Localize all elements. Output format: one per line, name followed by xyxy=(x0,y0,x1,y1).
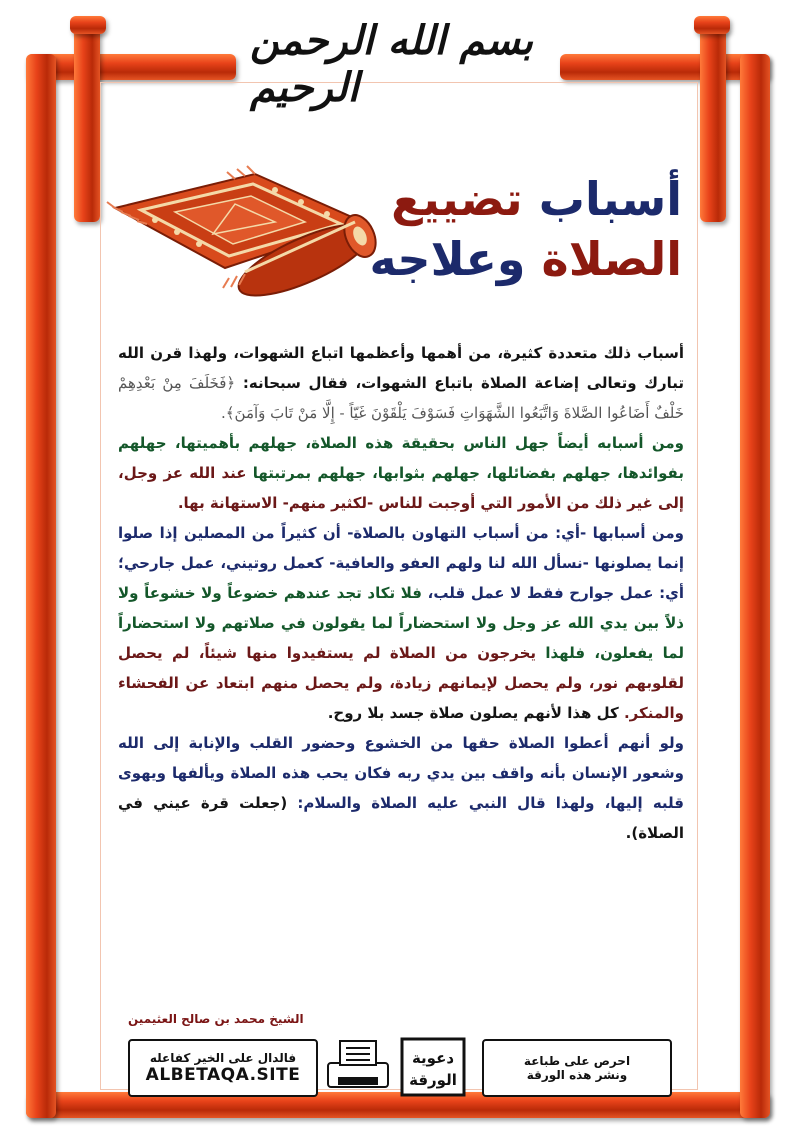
frame-right-inner-post xyxy=(700,22,726,222)
page-title-line-2 xyxy=(370,232,682,286)
frame-top-bar xyxy=(26,54,236,80)
title-word-salah: الصلاة xyxy=(541,232,682,286)
footer-center-emblem xyxy=(324,1035,474,1099)
footer-logo-line-2: الورقة xyxy=(409,1071,457,1089)
footer-banner xyxy=(128,1035,672,1099)
footer-left-slogan: فالدال على الخير كفاعله xyxy=(149,1051,297,1065)
paragraph-4-navy: ولو أنهم أعطوا الصلاة حقها من الخشوع وحضور القلب والإنابة إلى الله وشعور الإنسان بأنه واقف بين يدي ربه فكان يحب هذه الصلاة ويألفها ويهوى قلبه إليها، ولهذا قال النبي عليه الصلاة والسلام: xyxy=(118,734,684,812)
paragraph-1-text: أسباب ذلك متعددة كثيرة، من أهمها وأعظمها اتباع الشهوات، ولهذا قرن الله تبارك وتعالى إضاعة الصلاة باتباع الشهوات، فقال سبحانه: xyxy=(118,344,684,392)
article-body xyxy=(118,338,684,848)
title-word-ilajuh: وعلاجه xyxy=(369,232,526,286)
quran-verse: ﴿فَخَلَفَ مِنْ بَعْدِهِمْ خَلْفٌ أَضَاعُوا الصَّلاةَ وَاتَّبَعُوا الشَّهَوَاتِ فَسَوْفَ يَلْقَوْنَ غَيّاً - إِلَّا مَنْ تَابَ وَآمَنَ﴾. xyxy=(118,374,684,422)
title-word-tadyee: تضييع xyxy=(391,172,523,226)
paragraph-2-maroon: عند الله عز وجل، إلى غير ذلك من الأمور التي أوجبت للناس -لكثير منهم- الاستهانة بها. xyxy=(118,464,684,512)
page-title-line-1 xyxy=(391,172,682,226)
footer-right-line-2: ونشر هذه الورقة xyxy=(526,1068,628,1082)
paragraph-3-green: فلا تكاد تجد عندهم خضوعاً ولا خشوعاً ولا ذلاً بين يدي الله عز وجل ولا استحضاراً لما يقولون في صلاتهم ولا استحضاراً لما يفعلون، فلهذا xyxy=(118,584,684,662)
paragraph-4-hadith: (جعلت قرة عيني في الصلاة). xyxy=(118,794,684,842)
paragraph-3-navy: ومن أسبابها -أي: من أسباب التهاون بالصلاة- أن كثيراً من المصلين إذا صلوا إنما يصلونها -نسأل الله لنا ولهم العفو والعافية- كعمل روتيني، عمل جارحي؛ أي: عمل جوارح فقط لا عمل قلب، xyxy=(118,524,684,602)
paragraph-2 xyxy=(118,428,684,518)
frame-left-inner-post xyxy=(74,22,100,222)
author-signature: الشيخ محمد بن صالح العثيمين xyxy=(128,1012,304,1026)
paragraph-3-black: كل هذا لأنهم يصلون صلاة جسد بلا روح. xyxy=(327,704,624,722)
frame-left-cap xyxy=(70,16,106,34)
prayer-rug-icon xyxy=(107,166,382,300)
paragraph-4 xyxy=(118,728,684,848)
paragraph-2-green: ومن أسبابه أيضاً جهل الناس بحقيقة هذه الصلاة، جهلهم بأهميتها، جهلهم بفوائدها، جهلهم بفضائلها، جهلهم بثوابها، جهلهم بمرتبتها xyxy=(118,434,684,482)
title-word-asbab: أسباب xyxy=(538,172,682,226)
footer-site-link[interactable]: ALBETAQA.SITE xyxy=(145,1065,301,1085)
printer-icon xyxy=(328,1041,388,1087)
paragraph-3-maroon: يخرجون من الصلاة لم يستفيدوا منها شيئاً، لم يحصل لقلوبهم نور، ولم يحصل لإيمانهم زيادة، ولم يحصل منهم ابتعاد عن الفحشاء والمنكر. xyxy=(118,644,684,722)
basmala-calligraphy: بسم الله الرحمن الرحيم xyxy=(250,17,533,111)
prayer-rug-illustration xyxy=(105,160,385,300)
frame-right-cap xyxy=(694,16,730,34)
footer-right-line-1: احرص على طباعة xyxy=(523,1054,631,1068)
footer-site-box xyxy=(128,1039,318,1097)
frame-left-bar xyxy=(26,54,56,1118)
paragraph-1 xyxy=(118,338,684,428)
frame-top-bar-right xyxy=(560,54,770,80)
paragraph-3 xyxy=(118,518,684,728)
frame-right-bar xyxy=(740,54,770,1118)
footer-logo-line-1: دعوية xyxy=(411,1049,455,1067)
dawah-paper-logo xyxy=(402,1039,464,1095)
footer-print-box xyxy=(482,1039,672,1097)
